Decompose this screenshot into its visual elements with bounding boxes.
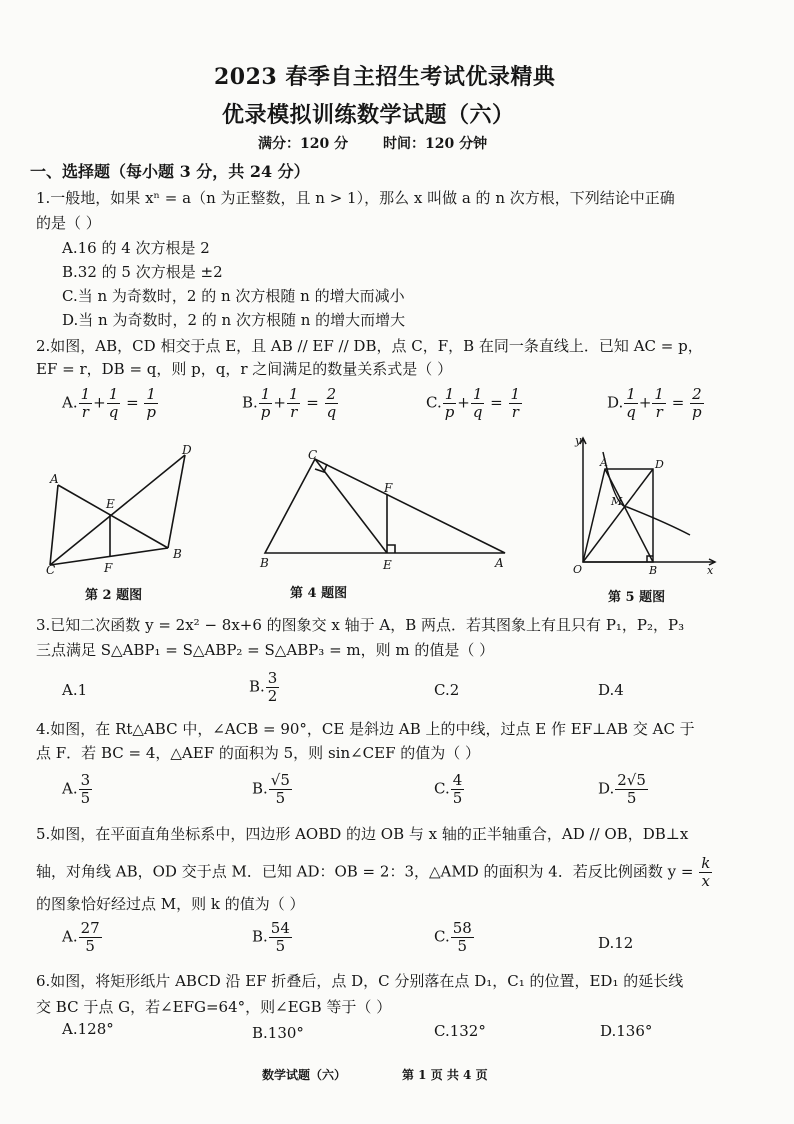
q1-option-d: D.当 n 为奇数时，2 的 n 次方根随 n 的增大而增大	[62, 311, 406, 329]
option-label: B.	[252, 927, 268, 946]
q5-stem-line2	[36, 855, 713, 890]
frac-den: p	[692, 403, 702, 421]
option-label: C.	[434, 779, 450, 798]
frac-den: 5	[275, 937, 286, 955]
label-x: x	[707, 564, 714, 577]
plus-sign: +	[638, 393, 652, 412]
frac-den: p	[260, 403, 271, 421]
frac-num: 3	[267, 669, 278, 687]
q4-option-b	[252, 772, 293, 807]
label-b: B	[173, 547, 182, 561]
q5-option-d: D.12	[598, 934, 634, 952]
frac-den: x	[701, 872, 710, 890]
frac-den: q	[108, 403, 119, 421]
q4-option-a	[62, 772, 93, 807]
q6-stem-line1: 6.如图，将矩形纸片 ABCD 沿 EF 折叠后，点 D，C 分别落在点 D₁，C₁ 的位置，ED₁ 的延长线	[36, 972, 684, 990]
option-label: B.	[252, 779, 268, 798]
q1-option-a: A.16 的 4 次方根是 2	[62, 239, 210, 257]
frac-num: √5	[270, 771, 290, 789]
segment-ce	[315, 459, 387, 553]
label-c: C	[308, 448, 318, 462]
frac-num: 1	[626, 385, 636, 403]
q5-stem-line1: 5.如图，在平面直角坐标系中，四边形 AOBD 的边 OB 与 x 轴的正半轴重合，AD // OB，DB⊥x	[36, 825, 689, 843]
q6-stem-line2: 交 BC 于点 G，若∠EFG=64°，则∠EGB 等于（ ）	[36, 998, 392, 1016]
q3-option-c: C.2	[434, 681, 460, 699]
figure-4	[250, 445, 520, 575]
q4-stem-line2: 点 F．若 BC = 4，△AEF 的面积为 5，则 sin∠CEF 的值为（ ）	[36, 744, 481, 762]
frac-den: p	[146, 403, 156, 421]
frac-den: 5	[80, 789, 91, 807]
frac-den: r	[81, 403, 89, 421]
frac-den: 5	[626, 789, 637, 807]
plus-sign: +	[93, 393, 106, 412]
frac-den: q	[472, 403, 483, 421]
q2-option-d	[607, 386, 705, 421]
frac-num: 1	[510, 385, 521, 403]
frac-den: 5	[457, 937, 468, 955]
plus-sign: +	[457, 393, 470, 412]
frac-num: 2	[326, 385, 337, 403]
frac-num: 3	[80, 771, 91, 789]
q1-stem-line2: 的是（ ）	[36, 214, 101, 232]
section-heading: 一、选择题（每小题 3 分，共 24 分）	[30, 162, 310, 181]
frac-num: 1	[472, 385, 483, 403]
equals-sign: =	[490, 393, 503, 412]
option-label: D.	[607, 393, 624, 412]
frac-num: 54	[270, 919, 290, 937]
label-b: B	[260, 556, 269, 570]
option-label: B.	[242, 393, 258, 412]
footer-subject: 数学试题（六）	[262, 1068, 347, 1082]
q6-option-d: D.136°	[600, 1022, 653, 1040]
frac-num: 1	[288, 385, 299, 403]
option-label: A.	[62, 779, 78, 798]
q6-option-b: B.130°	[252, 1024, 304, 1042]
title-line-2: 优录模拟训练数学试题（六）	[222, 102, 515, 128]
label-m: M	[611, 495, 623, 508]
segment-ac	[50, 485, 58, 565]
q4-stem-line1: 4.如图，在 Rt△ABC 中，∠ACB = 90°，CE 是斜边 AB 上的中线，过点 E 作 EF⊥AB 交 AC 于	[36, 720, 695, 738]
label-a: A	[50, 472, 59, 486]
frac-num: 1	[80, 385, 91, 403]
frac-den: 5	[275, 789, 286, 807]
figure-5	[565, 432, 725, 580]
q2-option-c	[426, 386, 523, 421]
option-label: C.	[426, 393, 442, 412]
frac-den: q	[326, 403, 337, 421]
q5-option-c	[434, 920, 475, 955]
label-f: F	[384, 481, 393, 495]
q1-stem-line1: 1.一般地，如果 xⁿ = a（n 为正整数，且 n > 1），那么 x 叫做 a 的 n 次方根，下列结论中正确	[36, 189, 675, 207]
frac-den: 5	[85, 937, 95, 955]
q3-stem-line2: 三点满足 S△ABP₁ = S△ABP₂ = S△ABP₃ = m，则 m 的值是（ ）	[36, 641, 495, 659]
segment-db	[168, 455, 185, 548]
q6-option-c: C.132°	[434, 1022, 486, 1040]
q4-option-c	[434, 772, 465, 807]
q5-stem-line3: 的图象恰好经过点 M，则 k 的值为（ ）	[36, 895, 305, 913]
frac-den: r	[511, 403, 519, 421]
frac-num: 2	[692, 385, 702, 403]
frac-den: p	[444, 403, 455, 421]
frac-den: 2	[267, 687, 278, 705]
q2-stem-line1: 2.如图，AB，CD 相交于点 E，且 AB // EF // DB，点 C，F，B 在同一条直线上．已知 AC = p，	[36, 337, 703, 355]
label-o: O	[573, 563, 583, 576]
frac-num: k	[701, 854, 711, 872]
q5-stem-line2-text: 轴，对角线 AB，OD 交于点 M．已知 AD：OB = 2：3，△AMD 的面积为 4．若反比例函数 y =	[36, 862, 694, 881]
frac-den: r	[290, 403, 298, 421]
hyperbola-curve	[603, 452, 690, 535]
frac-den: 5	[452, 789, 463, 807]
triangle-abc	[265, 459, 505, 553]
q2-stem-line2: EF = r，DB = q，则 p，q，r 之间满足的数量关系式是（ ）	[36, 360, 453, 378]
label-e: E	[383, 558, 392, 572]
q2-option-a	[62, 386, 159, 421]
equals-sign: =	[671, 393, 685, 412]
option-label: B.	[249, 677, 265, 696]
q5-option-a	[62, 920, 103, 955]
label-f: F	[104, 561, 113, 575]
figure-2-caption: 第 2 题图	[85, 588, 143, 603]
label-d: D	[182, 443, 192, 457]
q3-stem-line1: 3.已知二次函数 y = 2x² − 8x+6 的图象交 x 轴于 A，B 两点．若其图象上有且只有 P₁，P₂，P₃	[36, 616, 685, 634]
frac-num: 58	[452, 919, 472, 937]
equals-sign: =	[126, 393, 139, 412]
frac-num: 27	[80, 919, 100, 937]
q3-option-a: A.1	[62, 681, 88, 699]
frac-den: q	[626, 403, 636, 421]
figure-5-caption: 第 5 题图	[608, 590, 666, 605]
frac-num: 1	[654, 385, 664, 403]
frac-den: r	[655, 403, 663, 421]
label-d: D	[655, 458, 664, 471]
option-label: A.	[62, 927, 78, 946]
frac-num: 1	[260, 385, 271, 403]
q2-option-b	[242, 386, 339, 421]
q3-option-b	[249, 670, 280, 705]
plus-sign: +	[273, 393, 286, 412]
label-b: B	[649, 564, 658, 577]
frac-num: 1	[146, 385, 156, 403]
diagonal-ab	[605, 469, 653, 562]
label-a: A	[495, 556, 504, 570]
figure-2	[40, 440, 210, 575]
label-y: y	[575, 434, 582, 447]
option-label: D.	[598, 779, 615, 798]
equals-sign: =	[306, 393, 319, 412]
time-limit: 时间：120 分钟	[383, 136, 488, 152]
frac-num: 2√5	[617, 771, 646, 789]
right-angle-e	[387, 545, 395, 553]
label-a: A	[600, 456, 608, 469]
option-label: A.	[62, 393, 78, 412]
q5-option-b	[252, 920, 293, 955]
frac-num: 1	[444, 385, 455, 403]
q1-option-c: C.当 n 为奇数时，2 的 n 次方根随 n 的增大而减小	[62, 287, 405, 305]
q6-option-a: A.128°	[62, 1020, 114, 1038]
footer-page-number: 第 1 页 共 4 页	[402, 1068, 488, 1082]
frac-num: 4	[452, 771, 463, 789]
label-c: C	[46, 563, 56, 575]
title-line-1: 2023 春季自主招生考试优录精典	[214, 64, 556, 90]
label-e: E	[106, 497, 115, 511]
segment-ab	[58, 485, 168, 548]
full-score: 满分：120 分	[258, 136, 349, 152]
q1-option-b: B.32 的 5 次方根是 ±2	[62, 263, 223, 281]
q4-option-d	[598, 772, 649, 807]
frac-num: 1	[108, 385, 119, 403]
q3-option-d: D.4	[598, 681, 624, 699]
option-label: C.	[434, 927, 450, 946]
figure-4-caption: 第 4 题图	[290, 586, 348, 601]
